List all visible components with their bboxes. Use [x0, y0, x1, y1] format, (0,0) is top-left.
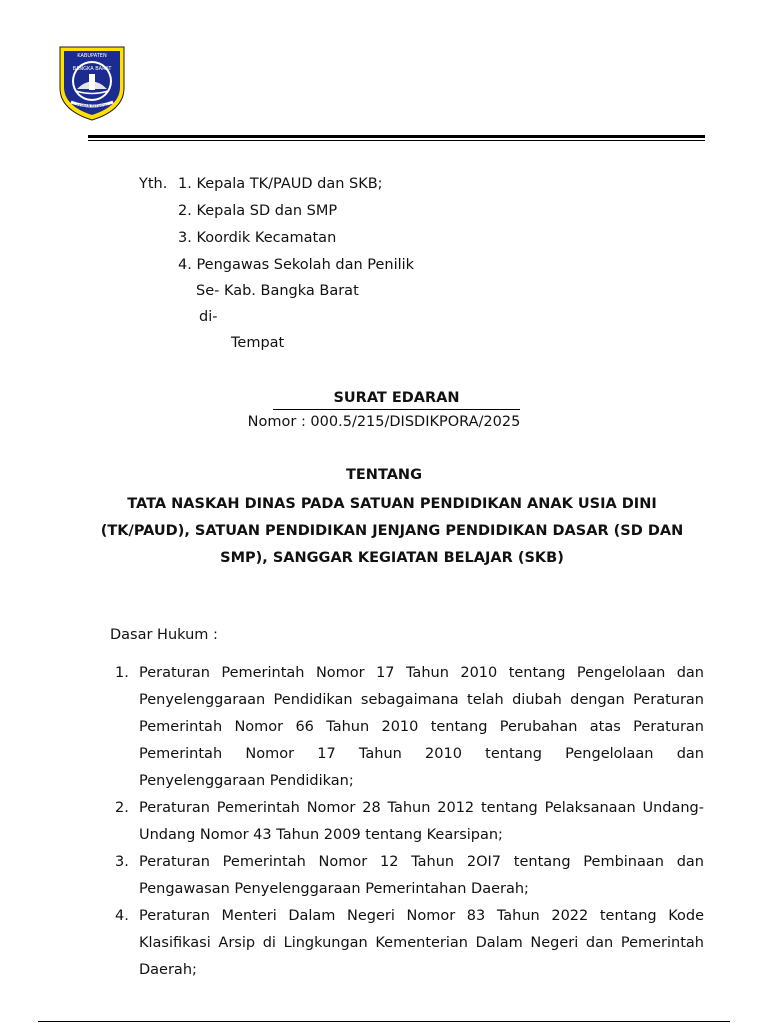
list-item	[110, 795, 704, 849]
recipient-line: 4. Pengawas Sekolah dan Penilik	[178, 257, 415, 273]
legal-basis-heading: Dasar Hukum :	[110, 627, 218, 643]
letterhead-divider	[88, 135, 705, 138]
recipient-line: 3. Koordik Kecamatan	[178, 230, 337, 246]
letterhead-divider-thin	[88, 140, 705, 141]
recipient-place: Tempat	[231, 335, 285, 351]
recipient-line: 1. Kepala TK/PAUD dan SKB;	[178, 176, 383, 192]
recipient-di: di-	[199, 309, 218, 325]
recipient-salutation: Yth.	[139, 176, 168, 192]
list-item	[110, 849, 704, 903]
list-item-number: 3.	[115, 854, 129, 870]
list-item-text: Peraturan Pemerintah Nomor 12 Tahun 2OI7 tentang Pembinaan dan Pengawasan Penyelenggaraan Pemerintahan Daerah;	[139, 854, 704, 897]
legal-basis-list	[110, 660, 704, 984]
list-item-text: Peraturan Pemerintah Nomor 17 Tahun 2010 tentang Pengelolaan dan Penyelenggaraan Pendidikan sebagaimana telah diubah dengan Peraturan Pemerintah Nomor 66 Tahun 2010 tentang Perubahan atas Peraturan Pemerintah Nomor 17 Tahun 2010 tentang Pengelolaan dan Penyelenggaraan Pendidikan;	[139, 665, 704, 789]
list-item-text: Peraturan Menteri Dalam Negeri Nomor 83 Tahun 2022 tentang Kode Klasifikasi Arsip di Lingkungan Kementerian Dalam Negeri dan Pemerintah Daerah;	[139, 908, 704, 978]
list-item-text: Peraturan Pemerintah Nomor 28 Tahun 2012 tentang Pelaksanaan Undang-Undang Nomor 43 Tahun 2009 tentang Kearsipan;	[139, 800, 704, 843]
list-item-number: 1.	[115, 665, 129, 681]
subject-heading: TENTANG	[346, 467, 422, 483]
recipient-line: 2. Kepala SD dan SMP	[178, 203, 338, 219]
circular-number: Nomor : 000.5/215/DISDIKPORA/2025	[247, 414, 521, 430]
list-item	[110, 903, 704, 984]
logo-text-bottom: SEJIRAN SETASON	[76, 104, 108, 108]
circular-title: SURAT EDARAN	[273, 388, 520, 410]
logo-text-top: KABUPATEN	[77, 53, 107, 59]
list-item-number: 4.	[115, 908, 129, 924]
logo-text-mid: BANGKA BARAT	[72, 66, 112, 72]
subject-text: TATA NASKAH DINAS PADA SATUAN PENDIDIKAN ANAK USIA DINI (TK/PAUD), SATUAN PENDIDIKAN JENJANG PENDIDIKAN DASAR (SD DAN SMP), SANGGAR KEGIATAN BELAJAR (SKB)	[100, 496, 684, 566]
regency-logo	[57, 44, 127, 122]
list-item	[110, 660, 704, 795]
list-item-number: 2.	[115, 800, 129, 816]
recipient-region: Se- Kab. Bangka Barat	[196, 283, 359, 299]
page-bottom-rule	[38, 1021, 730, 1022]
